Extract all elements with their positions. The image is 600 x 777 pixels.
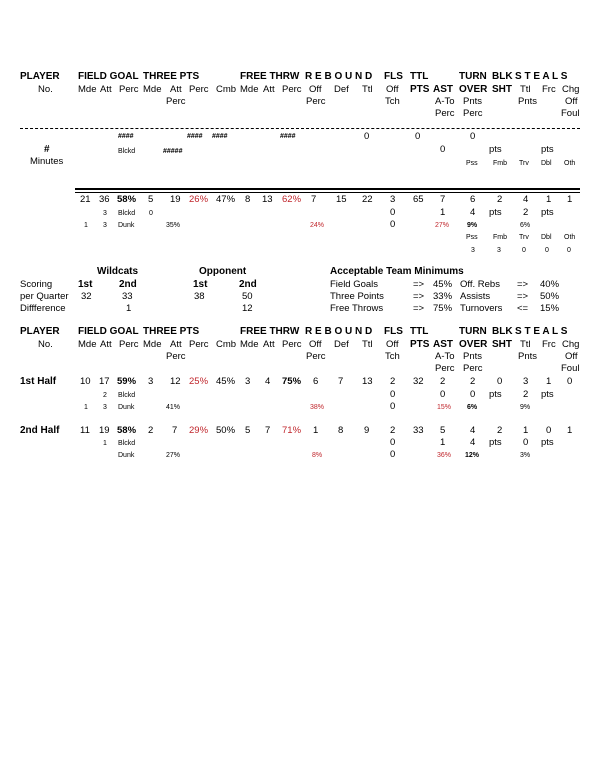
h1-r3-15: 15% [437,404,452,411]
hdr-over: OVER [459,339,488,350]
o-q2: 50 [242,291,253,302]
hdr-tmde: Mde [143,339,162,350]
h2-tatt: 7 [172,425,178,436]
h2-stl: 1 [523,425,529,436]
tot-off: 7 [311,194,317,205]
tot-frc: 1 [546,194,552,205]
tot-r2-pts: pts [489,207,502,218]
hdr-off-perc: Perc [306,96,326,107]
hdr-mde: Mde [78,84,97,95]
tot-r2-ast: 1 [440,207,446,218]
hdr-ast: AST [433,84,453,95]
w-q1: 32 [81,291,92,302]
tot-r2-blckd: Blckd [118,210,136,217]
h2-tmde: 2 [148,425,154,436]
opponent-label: Opponent [199,266,247,277]
h2-r3-12: 12% [465,452,480,459]
tot-fmb-v: 3 [497,247,501,254]
tot-perc: 58% [117,194,137,205]
hdr-blk: BLK [492,71,513,82]
hdr-free-thrw: FREE THRW [240,71,300,82]
zero-4: 0 [440,144,446,155]
h2-fperc: 71% [282,425,302,436]
hdr-ttl2: Ttl [362,339,373,350]
h1-r3-6: 6% [467,404,478,411]
hdr-fls: FLS [384,326,403,337]
tot-trv: Trv [519,234,529,241]
tot-r3-27: 27% [435,222,450,229]
min-arrow2: <= [517,303,529,314]
o-second-hdr: 2nd [239,279,257,290]
hdr-turn: TURN [459,326,487,337]
tot-oth: Oth [564,234,576,241]
min-val: 33% [433,291,453,302]
dbl-label: Dbl [541,160,552,167]
h1-r3-fls: 0 [390,401,396,412]
h2-perc: 58% [117,425,137,436]
tot-fmb: Fmb [493,234,507,241]
hdr-tatt-perc: Perc [166,351,186,362]
hash-1: #### [118,133,134,140]
trv-label: Trv [519,160,529,167]
hdr-def: Def [334,339,349,350]
hdr-chg-foul: Foul [561,108,580,119]
hdr-pnts-perc: Perc [463,108,483,119]
hdr-ato: A-To [435,96,455,107]
hdr-rebound: R E B O U N D [305,326,373,337]
hdr-def: Def [334,84,349,95]
h2-fmde: 5 [245,425,251,436]
tot-r3-3: 3 [103,222,107,229]
hdr-fmde: Mde [240,84,259,95]
hdr-pts: PTS [410,84,430,95]
w-second-hdr: 2nd [119,279,137,290]
h1-r2-stl: 2 [523,389,529,400]
h1-r2-blckd: Blckd [118,392,136,399]
tot-fmde: 8 [245,194,251,205]
min-val: 45% [433,279,453,290]
min-arrow: => [413,303,425,314]
tot-cmb: 47% [216,194,236,205]
tot-r2-pts2: pts [541,207,554,218]
h2-r2-1: 1 [103,440,107,447]
h1-r2-ast: 0 [440,389,446,400]
hdr-blk: BLK [492,326,513,337]
d-q1: 1 [126,303,132,314]
tot-stl: 4 [523,194,529,205]
hdr-off-perc: Perc [306,351,326,362]
hdr-pnts-perc: Perc [463,363,483,374]
tot-def: 15 [336,194,347,205]
min-val2: 50% [540,291,560,302]
tot-ast: 7 [440,194,446,205]
hash-2: #### [187,133,203,140]
hdr-ttl: TTL [410,71,429,82]
h1-off: 6 [313,376,319,387]
min-arrow: => [413,279,425,290]
h2-def: 8 [338,425,344,436]
min-arrow2: => [517,291,529,302]
h1-fatt: 4 [265,376,271,387]
h1-fperc: 75% [282,376,302,387]
zero-1: 0 [364,131,370,142]
h1-mde: 10 [80,376,91,387]
totals-divider [75,188,580,193]
tot-r3-6: 6% [520,222,531,229]
hdr-player: PLAYER [20,71,60,82]
hdr-turn: TURN [459,71,487,82]
min-label2: Off. Rebs [460,279,500,290]
tot-fls: 3 [390,194,396,205]
tot-over: 6 [470,194,476,205]
w-first-hdr: 1st [78,279,93,290]
h2-fatt: 7 [265,425,271,436]
hdr-over: OVER [459,84,488,95]
hdr-sht: SHT [492,84,512,95]
oth-label: Oth [564,160,576,167]
h2-att: 19 [99,425,110,436]
hdr-off: Off [309,339,322,350]
tot-dbl-v: 0 [545,247,549,254]
h1-r3-38: 38% [310,404,325,411]
scoring-label: Scoring [20,279,53,290]
h1-r3-dunk: Dunk [118,404,135,411]
h1-pts: 32 [413,376,424,387]
tot-r2-3: 3 [103,210,107,217]
dashed-divider [20,128,580,129]
hdr-tatt: Att [170,84,182,95]
h2-r3-27: 27% [166,452,181,459]
min-label2: Turnovers [460,303,503,314]
hdr-rebound: R E B O U N D [305,71,373,82]
h2-r3-dunk: Dunk [118,452,135,459]
h1-tperc: 25% [189,376,209,387]
hdr-pnts2: Pnts [518,351,538,362]
h2-r2-stl: 0 [523,437,529,448]
h1-perc: 59% [117,376,137,387]
hdr-field-goal: FIELD GOAL [78,326,139,337]
tot-oth-v: 0 [567,247,571,254]
w-q2: 33 [122,291,133,302]
h2-mde: 11 [80,425,90,436]
minutes-label: Minutes [30,156,64,167]
h2-off: 1 [313,425,319,436]
h2-ttl: 9 [364,425,370,436]
tot-tatt: 19 [170,194,181,205]
h1-chg: 0 [567,376,573,387]
hdr-player: PLAYER [20,326,60,337]
tot-tmde: 5 [148,194,154,205]
min-val2: 40% [540,279,560,290]
min-label: Free Throws [330,303,384,314]
hdr-frc: Frc [542,339,556,350]
h2-r2-ast: 1 [440,437,446,448]
hdr-tperc: Perc [189,84,209,95]
hdr-perc: Perc [119,339,139,350]
tot-r2-fls: 0 [390,207,396,218]
hdr-chg: Chg [562,84,580,95]
h1-r2-pts2: pts [541,389,554,400]
tot-blk: 2 [497,194,503,205]
tot-pss: Pss [466,234,478,241]
h2-ast: 5 [440,425,446,436]
hdr-chg-off: Off [565,351,578,362]
hdr-tatt-perc: Perc [166,96,186,107]
hdr-cmb: Cmb [216,84,237,95]
h1-tatt: 12 [170,376,181,387]
hdr-off-tch: Off [386,84,399,95]
pts-label-2: pts [541,144,554,155]
h1-r2-pts: pts [489,389,502,400]
h1-frc: 1 [546,376,552,387]
hdr-no: No. [38,84,53,95]
h1-over: 2 [470,376,476,387]
hash-label: # [44,144,50,155]
hdr-tmde: Mde [143,84,162,95]
h1-r2-2: 2 [103,392,107,399]
h2-r2-pts: pts [489,437,502,448]
half1-label: 1st Half [20,376,57,387]
hdr-chg-off: Off [565,96,578,107]
hdr-free-thrw: FREE THRW [240,326,300,337]
hdr-perc: Perc [119,84,139,95]
h2-r3-36: 36% [437,452,452,459]
o-first-hdr: 1st [193,279,208,290]
hdr-fperc: Perc [282,84,302,95]
hash-4: #### [280,133,296,140]
h2-r2-pts2: pts [541,437,554,448]
hdr-steals: S T E A L S [515,326,568,337]
hash-3: #### [212,133,228,140]
hdr-fatt: Att [263,339,275,350]
hdr-att: Att [100,84,112,95]
hdr-tperc: Perc [189,339,209,350]
tot-r2-stl: 2 [523,207,529,218]
h2-r3-8: 8% [312,452,323,459]
hdr-att: Att [100,339,112,350]
hdr-pts: PTS [410,339,430,350]
tot-r3-24: 24% [310,222,325,229]
tot-r3-fls: 0 [390,219,396,230]
h1-r2-over: 0 [470,389,476,400]
h1-ast: 2 [440,376,446,387]
pss-label: Pss [466,160,478,167]
hash-5: ##### [163,148,183,155]
hdr-pnts2: Pnts [518,96,538,107]
hdr-chg: Chg [562,339,580,350]
h2-over: 4 [470,425,476,436]
min-label2: Assists [460,291,491,302]
h2-r2-fls: 0 [390,437,396,448]
h1-att: 17 [99,376,110,387]
hdr-fperc: Perc [282,339,302,350]
blckd-label: Blckd [118,148,136,155]
tot-chg: 1 [567,194,573,205]
tot-fperc: 62% [282,194,302,205]
hdr-three-pts: THREE PTS [143,326,200,337]
minimums-title: Acceptable Team Minimums [330,266,464,277]
d-q2: 12 [242,303,253,314]
tot-ttl: 22 [362,194,373,205]
hdr-ato-perc: Perc [435,108,455,119]
tot-dbl: Dbl [541,234,552,241]
h2-fls: 2 [390,425,396,436]
h2-r2-over: 4 [470,437,476,448]
tot-r3-1: 1 [84,222,88,229]
h1-stl: 3 [523,376,529,387]
hdr-tch: Tch [385,351,400,362]
tot-r3-9: 9% [467,222,478,229]
h1-ttl: 13 [362,376,373,387]
hdr-ato-perc: Perc [435,363,455,374]
min-val: 75% [433,303,453,314]
zero-2: 0 [415,131,421,142]
hdr-cmb: Cmb [216,339,237,350]
hdr-fatt: Att [263,84,275,95]
h1-fls: 2 [390,376,396,387]
tot-r3-dunk: Dunk [118,222,135,229]
hdr-ttl: TTL [410,326,429,337]
hdr-ttl2: Ttl [362,84,373,95]
hdr-tch: Tch [385,96,400,107]
wildcats-label: Wildcats [97,266,139,277]
hdr-sht: SHT [492,339,512,350]
h2-pts: 33 [413,425,424,436]
zero-3: 0 [470,131,476,142]
hdr-ast: AST [433,339,453,350]
tot-att: 36 [99,194,110,205]
min-val2: 15% [540,303,560,314]
hdr-no: No. [38,339,53,350]
h2-r3-fls: 0 [390,449,396,460]
tot-trv-v: 0 [522,247,526,254]
h1-fmde: 3 [245,376,251,387]
difference-label: Diffference [20,303,66,314]
h1-cmb: 45% [216,376,236,387]
hdr-ato: A-To [435,351,455,362]
h2-r3-3: 3% [520,452,531,459]
hdr-frc: Frc [542,84,556,95]
half2-label: 2nd Half [20,425,60,436]
per-quarter-label: per Quarter [20,291,69,302]
tot-pss-v: 3 [471,247,475,254]
h1-r3-1: 1 [84,404,88,411]
hdr-mde: Mde [78,339,97,350]
h2-chg: 1 [567,425,573,436]
hdr-three-pts: THREE PTS [143,71,200,82]
tot-r3-35: 35% [166,222,181,229]
h1-def: 7 [338,376,344,387]
min-arrow2: => [517,279,529,290]
h2-cmb: 50% [216,425,236,436]
h2-frc: 0 [546,425,552,436]
tot-mde: 21 [80,194,91,205]
hdr-tatt: Att [170,339,182,350]
hdr-field-goal: FIELD GOAL [78,71,139,82]
h2-r2-blckd: Blckd [118,440,136,447]
hdr-ttl3: Ttl [520,84,531,95]
min-arrow: => [413,291,425,302]
tot-tperc: 26% [189,194,209,205]
hdr-pnts: Pnts [463,96,483,107]
hdr-fls: FLS [384,71,403,82]
h2-blk: 2 [497,425,503,436]
pts-label: pts [489,144,502,155]
hdr-off: Off [309,84,322,95]
h1-blk: 0 [497,376,503,387]
hdr-fmde: Mde [240,339,259,350]
tot-r2-over: 4 [470,207,476,218]
tot-fatt: 13 [262,194,273,205]
hdr-off-tch: Off [386,339,399,350]
min-label: Three Points [330,291,384,302]
hdr-steals: S T E A L S [515,71,568,82]
min-label: Field Goals [330,279,379,290]
tot-pts: 65 [413,194,424,205]
o-q1: 38 [194,291,205,302]
hdr-ttl3: Ttl [520,339,531,350]
tot-r2-0: 0 [149,210,153,217]
hdr-chg-foul: Foul [561,363,580,374]
h2-tperc: 29% [189,425,209,436]
h1-r2-fls: 0 [390,389,396,400]
h1-r3-9: 9% [520,404,531,411]
h1-r3-3: 3 [103,404,107,411]
h1-tmde: 3 [148,376,154,387]
hdr-pnts: Pnts [463,351,483,362]
h1-r3-41: 41% [166,404,181,411]
fmb-label: Fmb [493,160,507,167]
